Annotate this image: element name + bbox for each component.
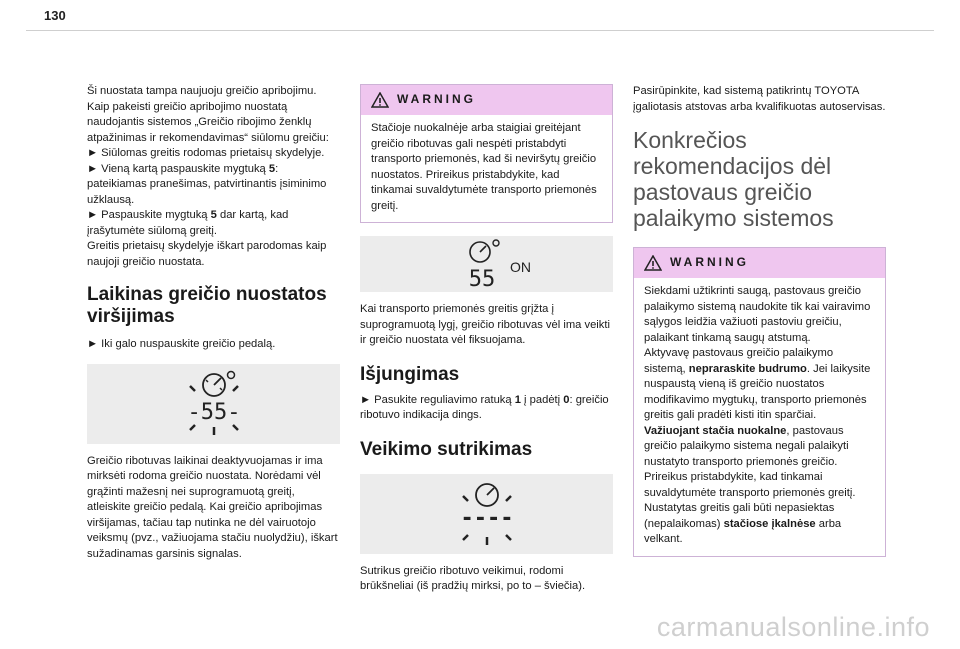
watermark: carmanualsonline.info bbox=[656, 612, 930, 642]
section-heading-override: Laikinas greičio nuostatos viršijimas bbox=[87, 284, 327, 327]
malfunction-paragraph: Sutrikus greičio ribotuvo veikimui, rodomi brūkšneliai (iš pradžių mirksi, po to – šviečia). bbox=[360, 564, 586, 592]
switch-off-step: ► Pasukite reguliavimo ratuką 1 į padėtį 0: greičio ribotuvo indikacija dings. bbox=[360, 393, 609, 421]
malfunction-figure bbox=[360, 474, 613, 554]
warning-header bbox=[361, 85, 612, 115]
warning-cruise-p1: Siekdami užtikrinti saugą, pastovaus greičio palaikymo sistemą naudokite tik kai vairavimo sąlygos leidžia važiuoti pastoviu greičiu, palaikant tinkamą saugų atstumą. bbox=[644, 285, 871, 344]
warning-cruise-p2: Aktyvavę pastovaus greičio palaikymo sistemą, nepraraskite budrumo. Jei laikysite nuspaustą vieną iš greičio nuostatos modifikavimo mygtukų, transporto priemonės greitis gali pradėti kisti itin sparčiai. bbox=[644, 347, 871, 421]
warning-body: Stačioje nuokalnėje arba staigiai greitėjant greičio ribotuvas gali nespėti pristabdyti transporto priemonės, kad ši neviršytų greičio nuostatos. Prireikus pristabdykite, kad tinkamai suvaldytumėte transporto priemonės greitį. bbox=[371, 122, 597, 212]
override-explanation: Greičio ribotuvas laikinai deaktyvuojamas ir ima mirksėti rodoma greičio nuostata. Norėdami vėl grąžinti mažesnį nei suprogramuotą greitį, atleiskite greičio pedalą. Kai greičio apribojimas viršijamas, tačiau tap nutinka ne dėl vairuotojo veiksmų (pvz., važiuojama stačiu nuolydžiu), iškart sužadinamas garsinis signalas. bbox=[87, 454, 338, 560]
warning-triangle-icon bbox=[371, 92, 389, 108]
svg-text:----: ---- bbox=[460, 505, 513, 531]
column-middle bbox=[360, 84, 613, 595]
result-paragraph: Greitis prietaisų skydelyje iškart parodomas kaip naujoji greičio nuostata. bbox=[87, 240, 327, 268]
warning-cruise-p3: Važiuojant stačia nuokalne, pastovaus greičio palaikymo sistema negali palaikyti nustatyto transporto priemonės greičio. Prireikus pristabdykite, kad tinkamai suvaldytumėte transporto priemonės greitį. bbox=[644, 424, 856, 499]
step-4: ► Iki galo nuspauskite greičio pedalą. bbox=[87, 338, 276, 350]
warning-triangle-icon bbox=[644, 255, 662, 271]
intro-paragraph: Ši nuostata tampa naujuoju greičio apribojimu. Kaip pakeisti greičio apribojimo nuostatą naudojantis sistemos „Greičio ribojimo ženklų atpažinimas ir rekomendavimas“ siūlomu greičiu: bbox=[87, 85, 329, 144]
speedometer-on-icon bbox=[432, 238, 542, 290]
speedometer-blink-icon bbox=[159, 369, 269, 439]
column-right bbox=[633, 84, 886, 557]
warning-header-cruise bbox=[634, 248, 885, 278]
page-number: 130 bbox=[44, 8, 66, 23]
speedometer-dashes-icon bbox=[432, 479, 542, 549]
warning-cruise-p4: Nustatytas greitis gali būti nepasiektas (nepalaikomas) stačiose įkalnėse arba velkant. bbox=[644, 502, 842, 545]
speed-restored-figure bbox=[360, 236, 613, 292]
svg-text:ON: ON bbox=[509, 259, 531, 275]
step-1: ► Siūlomas greitis rodomas prietaisų skydelyje. bbox=[87, 147, 325, 159]
service-paragraph: Pasirūpinkite, kad sistemą patikrintų TOYOTA įgaliotasis atstovas arba kvalifikuotas autoservisas. bbox=[633, 85, 886, 113]
warning-box-cruise bbox=[633, 247, 886, 557]
svg-text:-55-: -55- bbox=[187, 399, 240, 425]
step-2: ► Vieną kartą paspauskite mygtuką 5: bbox=[87, 162, 279, 175]
speed-override-figure bbox=[87, 364, 340, 444]
step-3: ► Paspauskite mygtuką 5 dar kartą, kad įrašytumėte siūlomą greitį. bbox=[87, 209, 289, 237]
warning-title: WARNING bbox=[397, 92, 476, 107]
step-2-continued: pateikiamas pranešimas, patvirtinantis įsiminimo užklausą. bbox=[87, 178, 327, 206]
warning-title-cruise: WARNING bbox=[670, 255, 749, 270]
restored-paragraph: Kai transporto priemonės greitis grįžta į suprogramuotą lygį, greičio ribotuvas vėl ima veikti ir greičio nuostata vėl fiksuojama. bbox=[360, 303, 610, 346]
section-title-cruise: Konkrečios rekomendacijos dėl pastovaus greičio palaikymo sistemos bbox=[633, 127, 834, 231]
column-left bbox=[87, 84, 340, 562]
top-rule bbox=[26, 30, 934, 31]
section-heading-malfunction: Veikimo sutrikimas bbox=[360, 438, 533, 460]
svg-text:55: 55 bbox=[468, 267, 495, 290]
section-heading-off: Išjungimas bbox=[360, 363, 460, 385]
warning-body-cruise bbox=[634, 278, 885, 556]
warning-box bbox=[360, 84, 613, 223]
